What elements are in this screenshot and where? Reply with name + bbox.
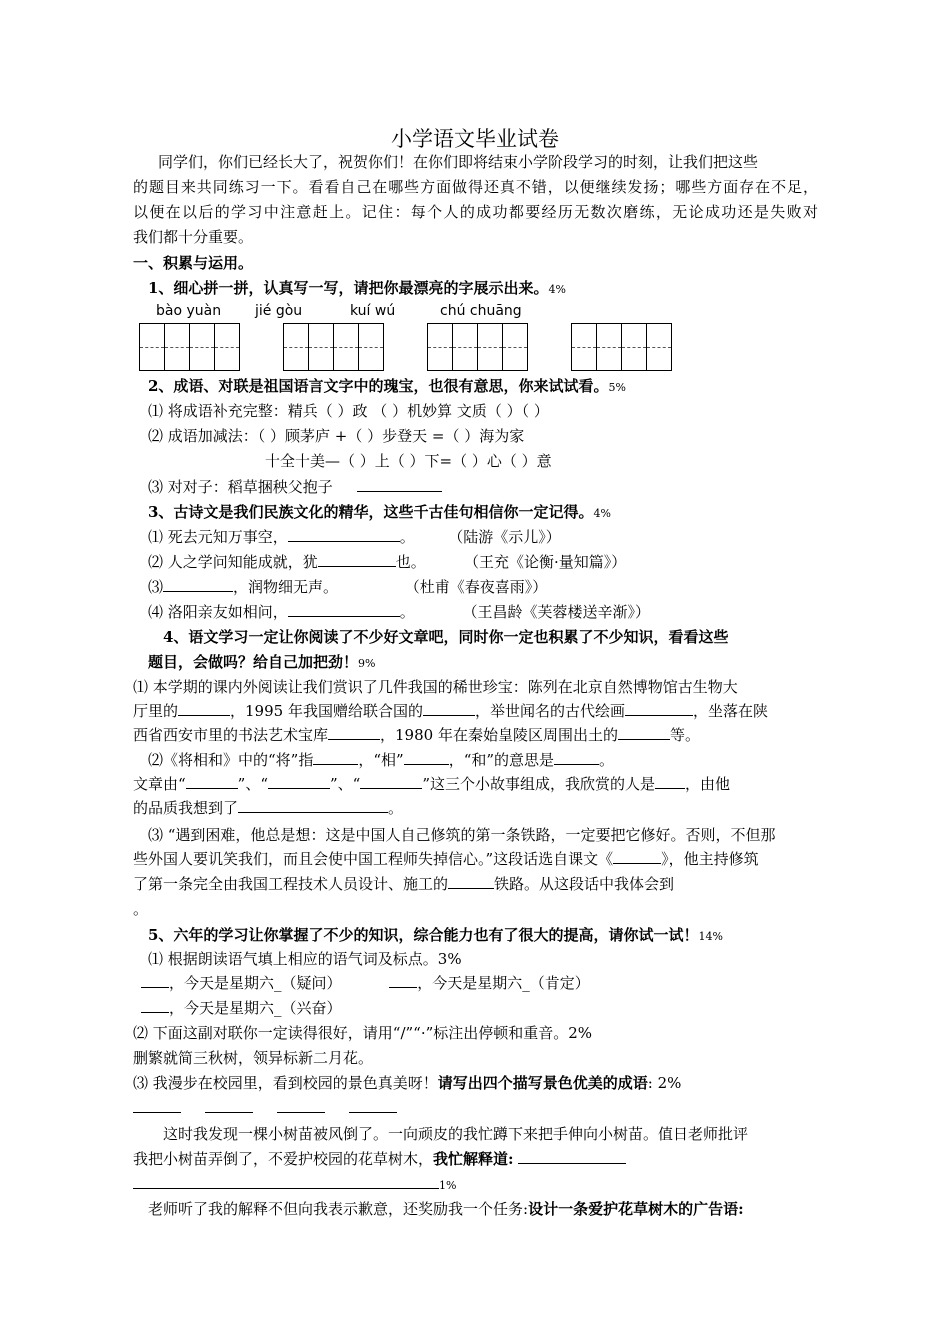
intro-line-4: 我们都十分重要。 bbox=[133, 228, 254, 246]
q5-s1-line-1: ，今天是星期六_（疑问） ，今天是星期六_（肯定） bbox=[141, 973, 590, 993]
answer-blank[interactable] bbox=[518, 1149, 626, 1164]
answer-blank[interactable] bbox=[238, 798, 388, 813]
answer-blank[interactable] bbox=[625, 701, 693, 716]
q3-line-2: ⑵ 人之学问知能成就，犹 也。 （王充《论衡·量知篇》） bbox=[148, 553, 627, 571]
section-heading: 一、积累与运用。 bbox=[133, 254, 254, 272]
answer-blank[interactable] bbox=[178, 701, 230, 716]
answer-blank[interactable] bbox=[328, 725, 380, 740]
q5-s3: ⑶ 我漫步在校园里，看到校园的景色真美呀！请写出四个描写景色优美的成语: 2% bbox=[133, 1074, 682, 1092]
answer-blank[interactable] bbox=[349, 1098, 397, 1113]
q3-line-1: ⑴ 死去元知万事空， 。 （陆游《示儿》） bbox=[148, 528, 561, 546]
writing-grid-3[interactable] bbox=[427, 323, 528, 371]
answer-blank[interactable] bbox=[141, 998, 169, 1013]
question-5-pct: 14% bbox=[698, 930, 723, 943]
q5-para-1-line-2: 我把小树苗弄倒了，不爱护校园的花草树木，我忙解释道: bbox=[133, 1149, 626, 1169]
answer-blank[interactable] bbox=[613, 849, 661, 864]
answer-blank[interactable] bbox=[360, 774, 422, 789]
q4-p2-line-3: 的品质我想到了 。 bbox=[133, 799, 404, 817]
q5-s1: ⑴ 根据朗读语气填上相应的语气词及标点。3% bbox=[148, 950, 462, 968]
q4-p3-line-2: 些外国人要讥笑我们，而且会使中国工程师失掉信心。”这段话选自课文《 》，他主持修筑 bbox=[133, 850, 759, 868]
q5-para-1-line-3: 1% bbox=[133, 1174, 456, 1196]
intro-line-3: 以便在以后的学习中注意赶上。记住：每个人的成功都要经历无数次磨练，无论成功还是失败对 bbox=[133, 203, 818, 221]
answer-blank[interactable] bbox=[318, 552, 396, 567]
writing-grid-1[interactable] bbox=[139, 323, 240, 371]
pinyin-2: jié gòu bbox=[255, 303, 303, 319]
question-3-pct: 4% bbox=[593, 507, 611, 520]
q4-p3-line-3: 了第一条完全由我国工程技术人员设计、施工的 铁路。从这段话中我体会到 bbox=[133, 875, 675, 893]
answer-blank[interactable] bbox=[205, 1098, 253, 1113]
answer-blank[interactable] bbox=[389, 973, 417, 988]
q2-line-4: ⑶ 对对子：稻草捆秧父抱子 bbox=[148, 477, 442, 497]
q3-line-3: ⑶ ，润物细无声。 （杜甫《春夜喜雨》） bbox=[148, 578, 548, 596]
question-5-text: 5、六年的学习让你掌握了不少的知识，综合能力也有了很大的提高，请你试一试！ bbox=[148, 926, 699, 944]
q3-line-4: ⑷ 洛阳亲友如相问， 。 （王昌龄《芙蓉楼送辛渐》） bbox=[148, 603, 650, 621]
answer-blank[interactable] bbox=[448, 874, 494, 889]
intro-line-2: 的题目来共同练习一下。看看自己在哪些方面做得还真不错，以便继续发扬；哪些方面存在不足， bbox=[133, 178, 818, 196]
answer-blank[interactable] bbox=[357, 477, 442, 492]
q2-line-1: ⑴ 将成语补充完整：精兵（ ）政 （ ）机妙算 文质（ ）（ ） bbox=[148, 402, 549, 420]
question-4-pct: 9% bbox=[358, 657, 376, 670]
writing-grid-4[interactable] bbox=[571, 323, 672, 371]
q2-line-3: 十全十美—（ ）上（ ）下=（ ）心（ ）意 bbox=[265, 452, 552, 470]
answer-blank[interactable] bbox=[163, 577, 233, 592]
pinyin-4: chú chuāng bbox=[440, 303, 522, 319]
intro-line-1: 同学们，你们已经长大了，祝贺你们！在你们即将结束小学阶段学习的时刻，让我们把这些 bbox=[158, 153, 759, 171]
q5-s2: ⑵ 下面这副对联你一定读得很好，请用“/”“·”标注出停顿和重音。2% bbox=[133, 1024, 593, 1042]
answer-blank[interactable] bbox=[133, 1174, 439, 1189]
answer-blank[interactable] bbox=[277, 1098, 325, 1113]
answer-blank[interactable] bbox=[268, 774, 330, 789]
q5-s2-couplet: 删繁就简三秋树，领异标新二月花。 bbox=[133, 1049, 374, 1067]
answer-blank[interactable] bbox=[133, 1098, 181, 1113]
answer-blank[interactable] bbox=[618, 725, 670, 740]
pinyin-3: kuí wú bbox=[350, 303, 396, 319]
question-2-pct: 5% bbox=[608, 381, 626, 394]
q4-p2-line-2: 文章由“ ”、“ ”、“ ”这三个小故事组成，我欣赏的人是 ，由他 bbox=[133, 775, 731, 793]
question-5 bbox=[148, 925, 723, 947]
question-2-text: 2、成语、对联是祖国语言文字中的瑰宝，也很有意思，你来试试看。 bbox=[148, 377, 609, 395]
q5-s3-blanks bbox=[133, 1098, 397, 1118]
question-3-text: 3、古诗文是我们民族文化的精华，这些千古佳句相信你一定记得。 bbox=[148, 503, 594, 521]
q4-p2-line-1: ⑵《将相和》中的“将”指 ，“相” ，“和”的意思是 。 bbox=[148, 751, 615, 769]
q4-p3-line-4: 。 bbox=[133, 900, 149, 918]
answer-blank[interactable] bbox=[554, 750, 599, 765]
answer-blank[interactable] bbox=[404, 750, 449, 765]
question-1-pct: 4% bbox=[548, 283, 566, 296]
q4-p1-line-1: ⑴ 本学期的课内外阅读让我们赏识了几件我国的稀世珍宝：陈列在北京自然博物馆古生物大 bbox=[133, 678, 738, 696]
question-4-line-2 bbox=[148, 652, 375, 674]
q5-para-1-line-1: 这时我发现一棵小树苗被风倒了。一向顽皮的我忙蹲下来把手伸向小树苗。值日老师批评 bbox=[163, 1125, 749, 1143]
question-2 bbox=[148, 376, 626, 398]
q2-line-2: ⑵ 成语加减法：（ ）顾茅庐 +（ ）步登天 =（ ）海为家 bbox=[148, 427, 525, 445]
answer-blank[interactable] bbox=[655, 774, 685, 789]
q4-p1-line-3: 西省西安市里的书法艺术宝库 ，1980 年在秦始皇陵区周围出土的 等。 bbox=[133, 726, 700, 744]
writing-grid-2[interactable] bbox=[283, 323, 384, 371]
page-title: 小学语文毕业试卷 bbox=[391, 127, 559, 151]
answer-blank[interactable] bbox=[288, 602, 400, 617]
q4-p3-line-1: ⑶ “遇到困难，他总是想：这是中国人自己修筑的第一条铁路，一定要把它修好。否则，不但那 bbox=[148, 826, 776, 844]
q5-s1-line-2: ，今天是星期六_（兴奋） bbox=[141, 998, 342, 1018]
pinyin-1: bào yuàn bbox=[156, 303, 222, 319]
answer-blank[interactable] bbox=[186, 774, 238, 789]
question-3 bbox=[148, 502, 611, 524]
answer-blank[interactable] bbox=[313, 750, 358, 765]
q5-para-2: 老师听了我的解释不但向我表示歉意，还奖励我一个任务:设计一条爱护花草树木的广告语: bbox=[148, 1200, 744, 1218]
question-4-text: 题目，会做吗？给自己加把劲！ bbox=[148, 653, 359, 671]
question-4-line-1: 4、语文学习一定让你阅读了不少好文章吧，同时你一定也积累了不少知识，看看这些 bbox=[163, 628, 729, 646]
question-1-text: 1、细心拼一拼，认真写一写，请把你最漂亮的字展示出来。 bbox=[148, 279, 549, 297]
question-1 bbox=[148, 278, 566, 300]
answer-blank[interactable] bbox=[288, 527, 400, 542]
q4-p1-line-2: 厅里的 ，1995 年我国赠给联合国的 ，举世闻名的古代绘画 ，坐落在陕 bbox=[133, 702, 768, 720]
answer-blank[interactable] bbox=[423, 701, 475, 716]
answer-blank[interactable] bbox=[141, 973, 169, 988]
